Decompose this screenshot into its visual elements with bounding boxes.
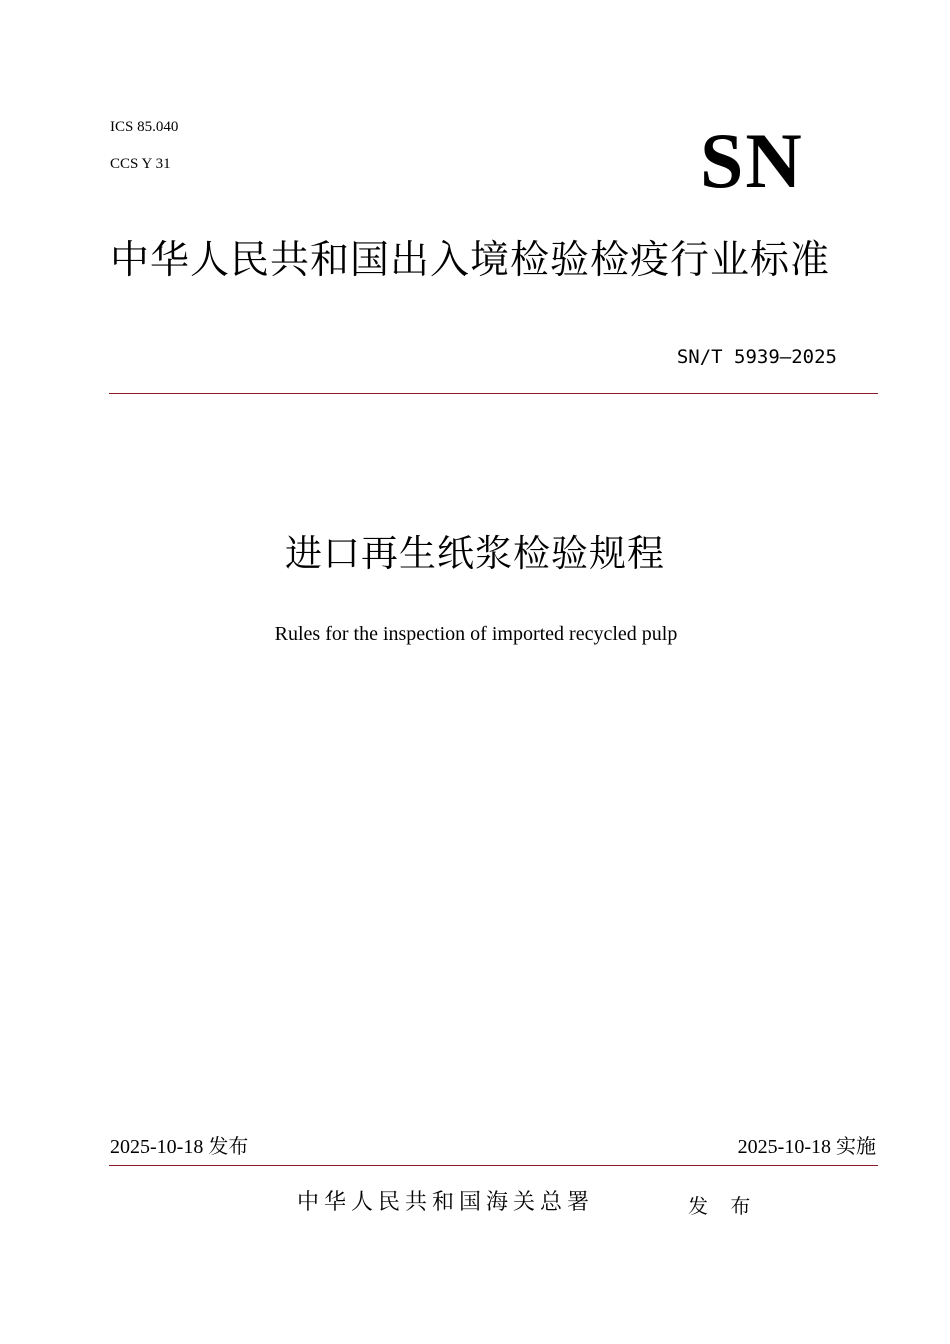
ics-code: ICS 85.040 (110, 119, 179, 135)
top-divider (109, 393, 878, 394)
bottom-divider (109, 1165, 878, 1166)
publish-label: 发 布 (688, 1194, 759, 1218)
standard-number: SN/T 5939—2025 (676, 346, 837, 368)
ccs-code: CCS Y 31 (110, 156, 171, 172)
issuing-authority: 中华人民共和国海关总署 (297, 1190, 595, 1215)
implementation-date: 2025-10-18 实施 (737, 1136, 876, 1158)
document-title-chinese: 进口再生纸浆检验规程 (285, 532, 665, 575)
issue-date: 2025-10-18 发布 (110, 1136, 249, 1158)
document-title-english: Rules for the inspection of imported recycled pulp (274, 623, 678, 645)
standard-category-title: 中华人民共和国出入境检验检疫行业标准 (110, 238, 831, 283)
sn-standard-mark: SN (700, 117, 804, 204)
